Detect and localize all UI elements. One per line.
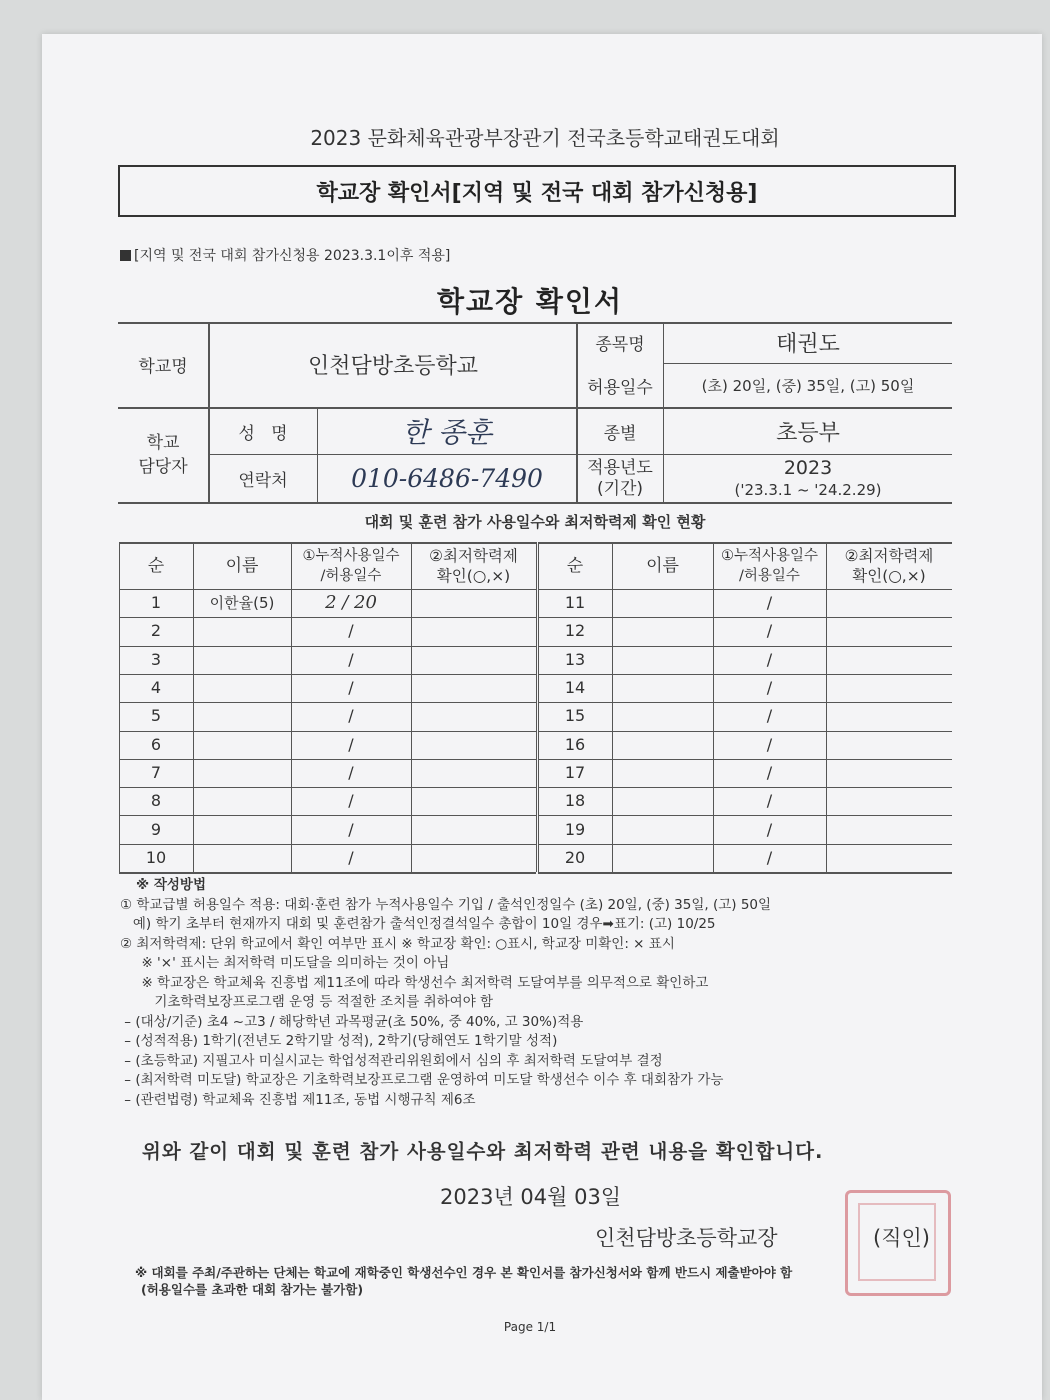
row-check [411,815,536,843]
row-number: 2 [150,621,162,641]
instructions [120,876,950,1110]
phone-value-handwritten: 010-6486-7490 [351,464,543,493]
row-name [193,646,291,674]
row-number: 11 [564,593,586,613]
row-check [826,617,952,645]
header-days-line1: ①누적사용일수 [302,547,400,564]
seal-label: (직인) [873,1226,930,1250]
event-value: 태권도 [776,332,840,357]
instruction-line: – (최저학력 미도달) 학교장은 기초학력보장프로그램 운영하여 미도달 학생선수 이수 후 대회참가 가능 [120,1072,724,1088]
row-check [826,759,952,787]
row-name [612,589,713,617]
contact-person-label [118,408,208,502]
row-name [612,702,713,730]
row-check [411,674,536,702]
row-days: / [766,847,773,867]
footnote [135,1264,792,1298]
row-name [193,702,291,730]
instruction-line: ② 최저학력제: 단위 학교에서 확인 여부만 표시 ※ 학교장 확인: ○표시, 학교장 미확인: × 표시 [120,935,675,952]
section-title: 대회 및 훈련 참가 사용일수와 최저학력제 확인 현황 [364,513,706,531]
row-name [612,646,713,674]
row-days: / [766,819,773,839]
instruction-line: 예) 학기 초부터 현재까지 대회 및 훈련참가 출석인정결석일수 총합이 10일 경우➡표기: (고) 10/25 [120,916,716,932]
instruction-line: ① 학교급별 허용일수 적용: 대회·훈련 참가 누적사용일수 기입 / 출석인정일수 (초) 20일, (중) 35일, (고) 50일 [120,896,772,913]
event-supertitle: 2023 문화체육관광부장관기 전국초등학교태권도대회 [310,126,780,150]
school-label: 학교명 [138,357,188,377]
row-name [612,674,713,702]
row-days: / [348,819,354,839]
row-check [411,844,536,872]
row-check [411,787,536,815]
row-check [411,589,536,617]
name-value-handwritten: 한 종훈 [401,416,493,449]
row-name [193,759,291,787]
row-check [826,646,952,674]
row-check [826,674,952,702]
row-check [411,646,536,674]
year-label [577,455,663,502]
event-label: 종목명 [595,335,645,355]
square-bullet-icon [120,250,131,261]
row-days: / [766,734,773,754]
principal-name: 인천담방초등학교장 [595,1226,778,1250]
row-name [612,731,713,759]
row-check [826,731,952,759]
division-value: 초등부 [776,420,840,446]
row-number: 12 [564,621,586,641]
instruction-line: – (관련법령) 학교체육 진흥법 제11조, 동법 시행규칙 제6조 [120,1091,476,1108]
header-name: 이름 [646,555,679,576]
header-days-line2: /허용일수 [320,567,382,584]
instruction-line: – (초등학교) 지필고사 미실시교는 학업성적관리위원회에서 심의 후 최저학력 도달여부 결정 [120,1052,663,1069]
instruction-line: – (성적적용) 1학기(전년도 2학기말 성적), 2학기(당해연도 1학기말 성적) [120,1033,558,1049]
row-number: 7 [150,762,162,782]
confirmation-statement: 위와 같이 대회 및 훈련 참가 사용일수와 최저학력 관련 내용을 확인합니다. [142,1140,824,1163]
row-number: 9 [150,819,162,839]
name-label: 성 명 [238,423,288,444]
year-value [664,455,952,502]
row-check [826,787,952,815]
row-number: 4 [150,678,162,698]
row-number: 8 [150,791,162,811]
row-days: / [348,847,354,867]
instruction-line: 기초학력보장프로그램 운영 등 적절한 조치를 취하여야 함 [120,994,494,1010]
row-check [826,589,952,617]
row-days: 2 / 20 [325,592,377,614]
page-number: Page 1/1 [503,1320,557,1334]
row-name [193,731,291,759]
row-days: / [348,762,354,782]
row-number: 17 [564,762,586,782]
row-number: 13 [564,649,586,669]
row-name [612,759,713,787]
row-check [411,617,536,645]
row-number: 19 [564,819,586,839]
instruction-line: – (대상/기준) 초4 ~고3 / 해당학년 과목평균(초 50%, 중 40%, 고 30%)적용 [120,1013,584,1030]
row-name [193,815,291,843]
allowed-days-value: (초) 20일, (중) 35일, (고) 50일 [701,377,915,395]
phone-label: 연락처 [238,471,288,491]
division-label: 종별 [603,423,637,444]
row-number: 1 [150,593,162,613]
row-name [193,844,291,872]
header-check-line1: ②최저학력제 [844,546,934,565]
row-number: 15 [564,706,586,726]
issue-date: 2023년 04월 03일 [440,1185,622,1209]
row-days: / [766,762,773,782]
school-value: 인천담방초등학교 [307,354,479,379]
row-check [411,702,536,730]
row-name [193,617,291,645]
header-days-line2: /허용일수 [739,567,800,584]
row-days: / [766,791,773,811]
boxed-title: 학교장 확인서[지역 및 전국 대회 참가신청용] [118,165,956,217]
header-min-academic [826,542,952,589]
header-no: 순 [566,555,584,576]
header-days-line1: ①누적사용일수 [720,547,819,564]
table-rule [538,872,952,874]
row-number: 10 [145,847,167,867]
instruction-line: ※ 학교장은 학교체육 진흥법 제11조에 따라 학생선수 최저학력 도달여부를 의무적으로 확인하고 [120,974,709,991]
allowed-days-label: 허용일수 [587,378,653,398]
row-name: 이한율(5) [209,594,275,613]
applies-text: [지역 및 전국 대회 참가신청용 2023.3.1이후 적용] [134,248,451,264]
year-label-line2: (기간) [596,478,644,499]
header-min-academic [411,542,536,589]
row-check [411,731,536,759]
row-days: / [766,706,773,726]
instruction-line: ※ '×' 표시는 최저학력 미도달을 의미하는 것이 아님 [120,955,450,971]
row-name [193,674,291,702]
table-rule [119,872,536,874]
instruction-line: ※ 작성방법 [136,877,206,893]
row-name [612,815,713,843]
row-name [612,844,713,872]
row-check [826,844,952,872]
row-check [826,815,952,843]
applies-note [120,245,450,265]
row-days: / [766,621,773,641]
table-rule [536,542,537,872]
header-no: 순 [147,555,165,576]
row-check [826,702,952,730]
footnote-line1: ※ 대회를 주최/주관하는 단체는 학교에 재학중인 학생선수인 경우 본 확인서를 참가신청서와 함께 반드시 제출받아야 함 [135,1265,793,1280]
row-number: 3 [150,649,162,669]
row-number: 14 [564,678,586,698]
header-cumulative-days [291,542,411,589]
row-number: 5 [150,706,162,726]
row-days: / [348,791,354,811]
header-cumulative-days [713,542,826,589]
contact-label-line2: 담당자 [138,457,188,477]
row-days: / [348,734,354,754]
row-name [193,787,291,815]
footnote-line2: (허용일수를 초과한 대회 참가는 불가함) [141,1282,364,1297]
row-number: 6 [150,734,162,754]
row-days: / [766,649,773,669]
header-check-line2: 확인(○,×) [852,566,926,585]
row-days: / [348,678,354,698]
header-check-line2: 확인(○,×) [436,566,511,585]
contact-label-line1: 학교 [146,433,180,453]
row-days: / [348,649,354,669]
header-check-line1: ②최저학력제 [429,546,518,565]
row-days: / [766,678,773,698]
year-value-period: ('23.3.1 ~ '24.2.29) [734,480,882,499]
year-value-year: 2023 [783,456,833,479]
header-name: 이름 [225,555,259,576]
row-name [612,787,713,815]
row-days: / [766,593,773,613]
row-number: 20 [564,847,586,867]
row-number: 16 [564,734,586,754]
row-name [612,617,713,645]
row-check [411,759,536,787]
row-days: / [348,706,354,726]
row-number: 18 [564,791,586,811]
year-label-line1: 적용년도 [587,457,653,478]
document-title: 학교장 확인서 [436,285,624,318]
row-days: / [348,621,354,641]
